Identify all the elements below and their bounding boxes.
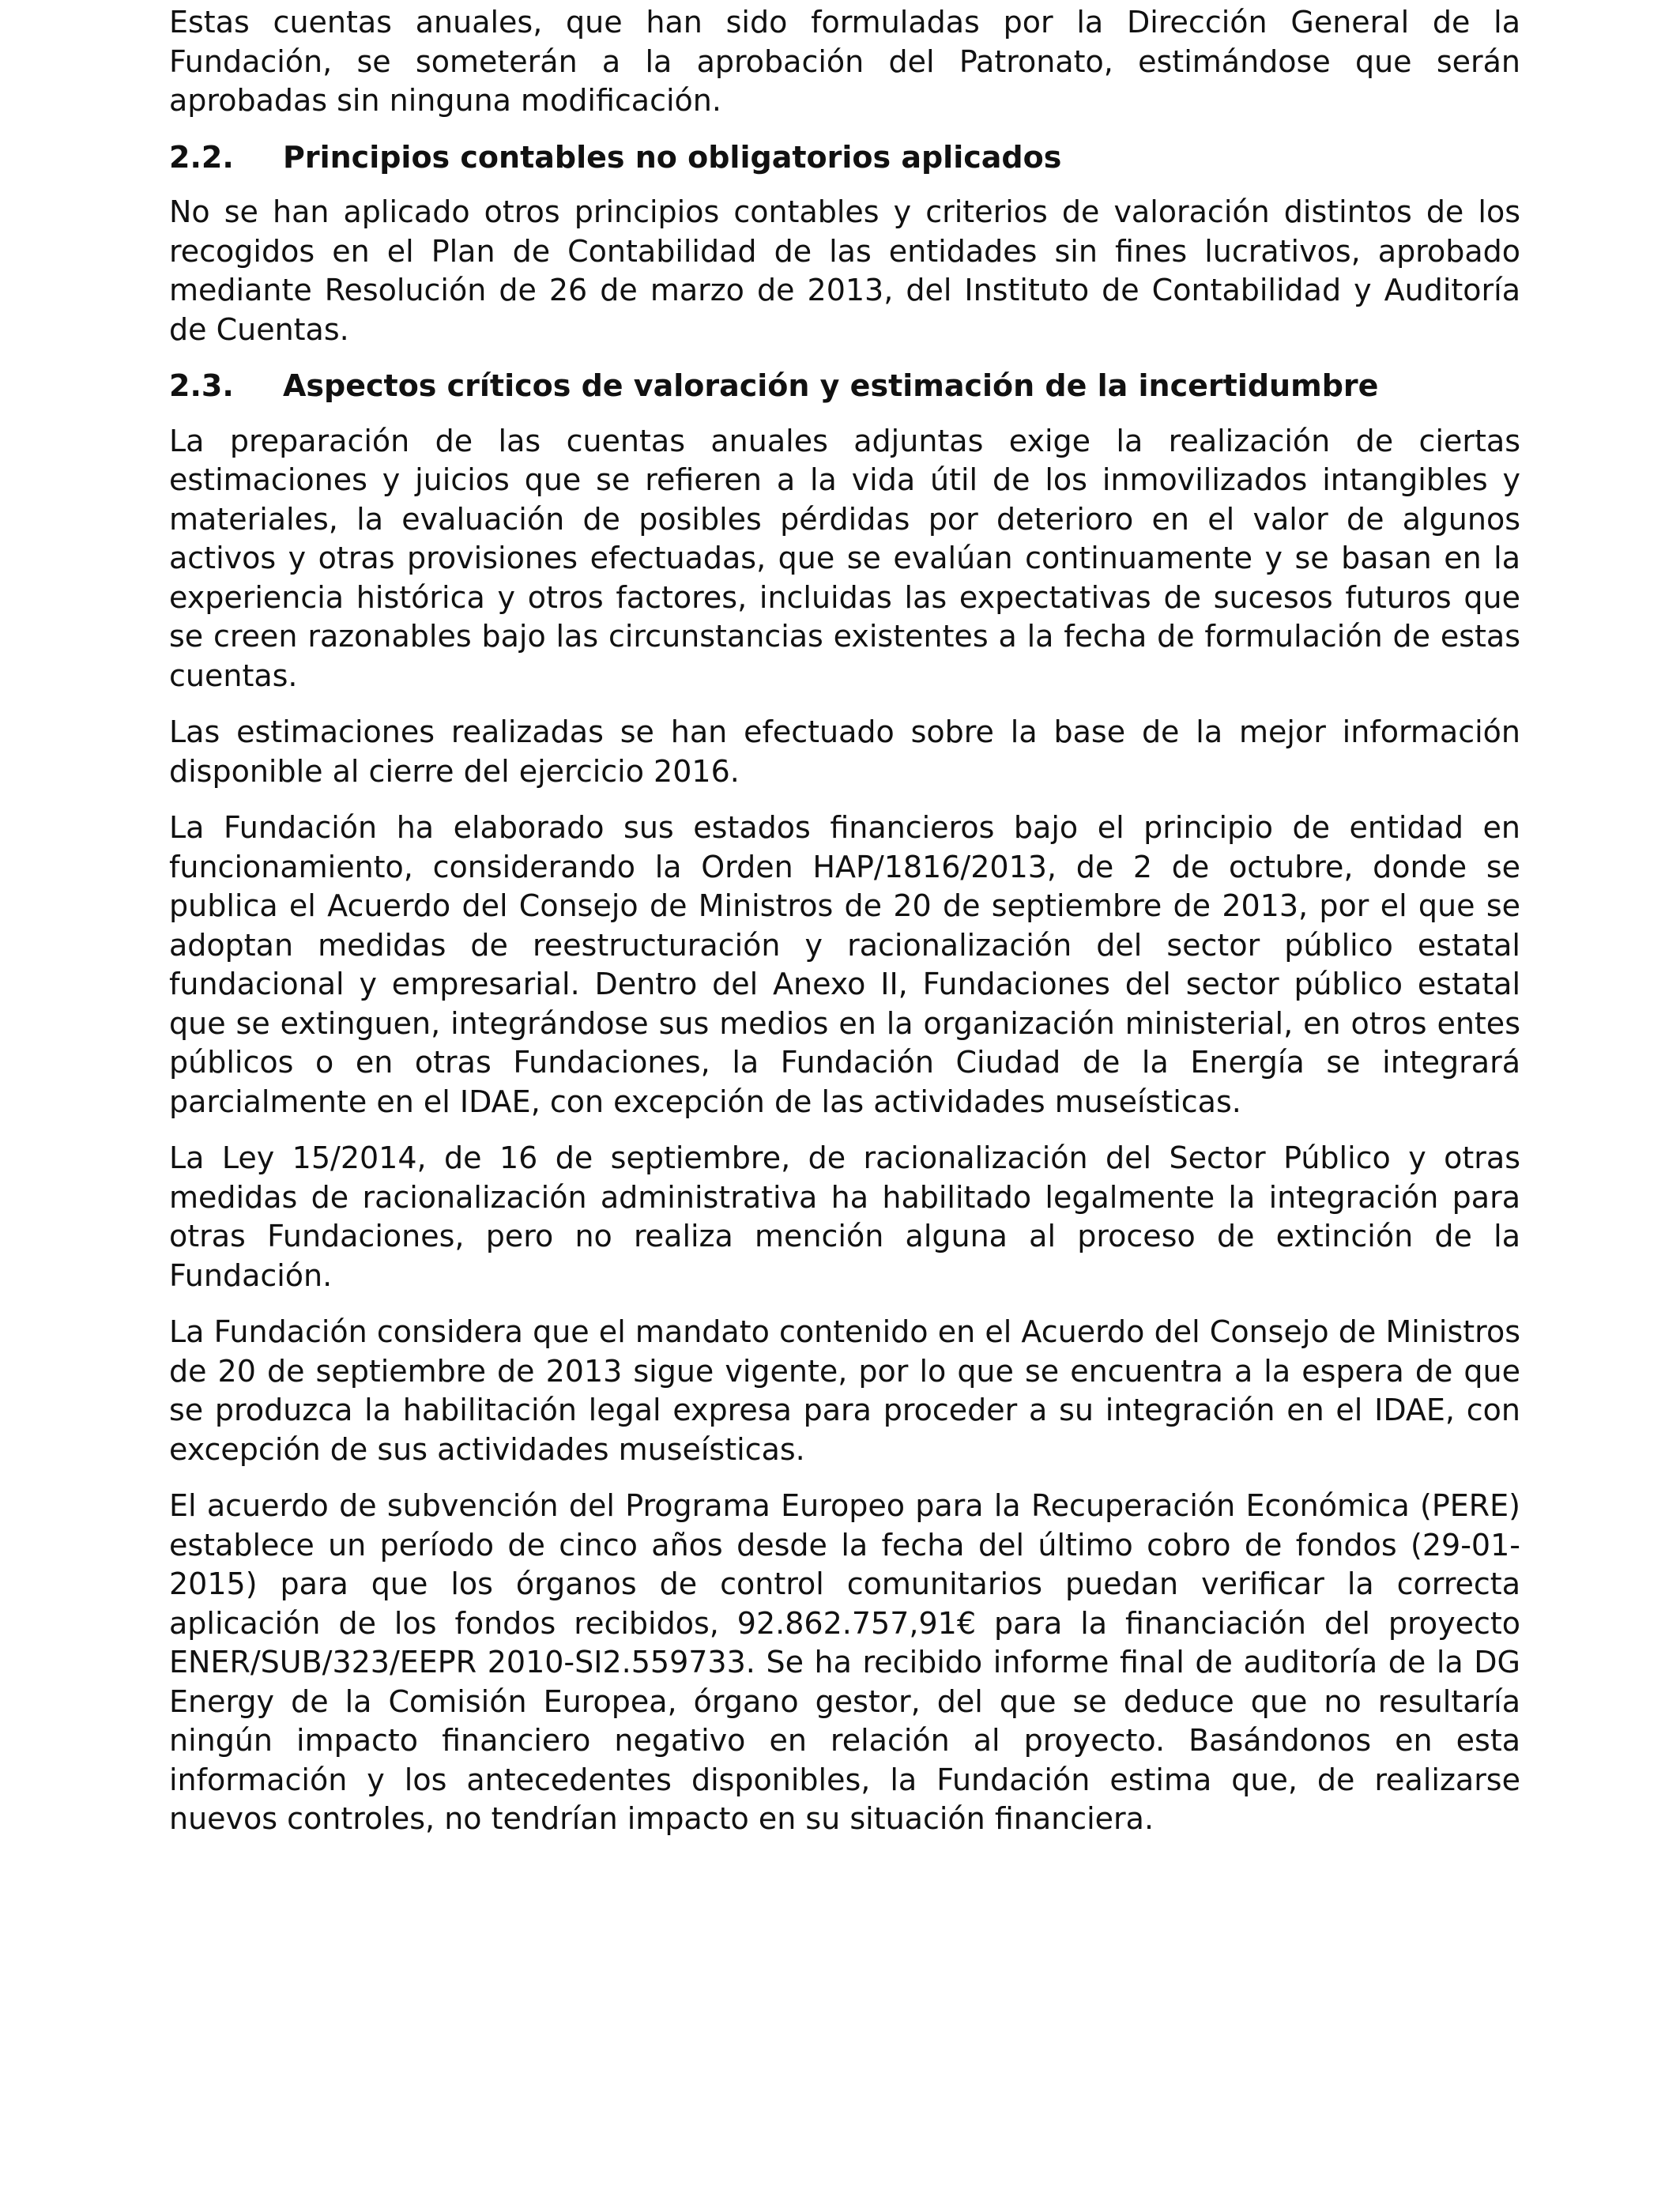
section-2-3-paragraph-mandate: La Fundación considera que el mandato contenido en el Acuerdo del Consejo de Ministros de 20 de septiembre de 2013 sigue vigente, por lo que se encuentra a la espera de que se produzca la habilitación legal expresa para proceder a su integración en el IDAE, con excepción de sus actividades museísticas. [169, 1314, 1520, 1467]
section-2-3-heading [169, 367, 1520, 406]
section-2-3-number: 2.3. [169, 368, 234, 403]
section-2-2-heading [169, 138, 1520, 178]
section-2-2-paragraph: No se han aplicado otros principios contables y criterios de valoración distintos de los recogidos en el Plan de Contabilidad de las entidades sin fines lucrativos, aprobado mediante Resolución de 26 de marzo de 2013, del Instituto de Contabilidad y Auditoría de Cuentas. [169, 194, 1520, 347]
section-2-3-paragraph-estimates: La preparación de las cuentas anuales adjuntas exige la realización de ciertas estimaciones y juicios que se refieren a la vida útil de los inmovilizados intangibles y materiales, la evaluación de posibles pérdidas por deterioro en el valor de algunos activos y otras provisiones efectuadas, que se evalúan continuamente y se basan en la experiencia histórica y otros factores, incluidas las expectativas de sucesos futuros que se creen razonables bajo las circunstancias existentes a la fecha de formulación de estas cuentas. [169, 423, 1520, 693]
intro-paragraph: Estas cuentas anuales, que han sido formuladas por la Dirección General de la Fundación, se someterán a la aprobación del Patronato, estimándose que serán aprobadas sin ninguna modificación. [169, 5, 1520, 118]
document-page [169, 0, 1520, 1857]
section-2-3-title: Aspectos críticos de valoración y estimación de la incertidumbre [283, 368, 1379, 403]
section-2-2-title: Principios contables no obligatorios aplicados [283, 139, 1062, 175]
section-2-3-paragraph-going-concern: La Fundación ha elaborado sus estados financieros bajo el principio de entidad en funcionamiento, considerando la Orden HAP/1816/2013, de 2 de octubre, donde se publica el Acuerdo del Consejo de Ministros de 20 de septiembre de 2013, por el que se adoptan medidas de reestructuración y racionalización del sector público estatal fundacional y empresarial. Dentro del Anexo II, Fundaciones del sector público estatal que se extinguen, integrándose sus medios en la organización ministerial, en otros entes públicos o en otras Fundaciones, la Fundación Ciudad de la Energía se integrará parcialmente en el IDAE, con excepción de las actividades museísticas. [169, 810, 1520, 1119]
section-2-3-paragraph-pere: El acuerdo de subvención del Programa Europeo para la Recuperación Económica (PERE) establece un período de cinco años desde la fecha del último cobro de fondos (29-01-2015) para que los órganos de control comunitarios puedan verificar la correcta aplicación de los fondos recibidos, 92.862.757,91€ para la financiación del proyecto ENER/SUB/323/EEPR 2010-SI2.559733. Se ha recibido informe final de auditoría de la DG Energy de la Comisión Europea, órgano gestor, del que se deduce que no resultaría ningún impacto financiero negativo en relación al proyecto. Basándonos en esta información y los antecedentes disponibles, la Fundación estima que, de realizarse nuevos controles, no tendrían impacto en su situación financiera. [169, 1488, 1520, 1836]
section-2-3-paragraph-information: Las estimaciones realizadas se han efectuado sobre la base de la mejor información disponible al cierre del ejercicio 2016. [169, 714, 1520, 789]
section-2-2-number: 2.2. [169, 139, 234, 175]
section-2-3-paragraph-ley-15-2014: La Ley 15/2014, de 16 de septiembre, de racionalización del Sector Público y otras medidas de racionalización administrativa ha habilitado legalmente la integración para otras Fundaciones, pero no realiza mención alguna al proceso de extinción de la Fundación. [169, 1140, 1520, 1293]
